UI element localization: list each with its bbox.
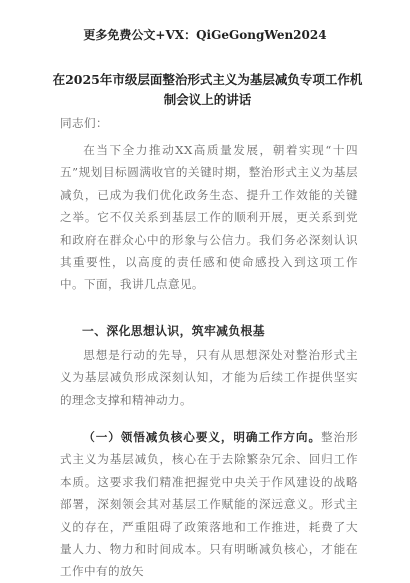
document-title: 在2025年市级层面整治形式主义为基层减负专项工作机制会议上的讲话 bbox=[52, 72, 363, 107]
section-heading: 一、深化思想认识，筑牢减负根基 bbox=[82, 324, 265, 338]
salutation: 同志们： bbox=[60, 116, 108, 130]
paragraph-section-intro: 思想是行动的先导，只有从思想深处对整治形式主义为基层减负形成深刻认知，才能为后续工作提供坚实的理念支撑和精神动力。 bbox=[60, 348, 358, 407]
subsection-body: 整治形式主义为基层减负，核心在于去除繁杂冗余、回归工作本质。这要求我们精准把握党中央关于作风建设的战略部署，深刻领会其对基层工作赋能的深远意义。形式主义的存在，严重阻碍了政策落地和工作推进，耗费了大量人力、物力和时间成本。只有明晰减负核心，才能在工作中有的放矢 bbox=[60, 430, 358, 579]
paragraph-subsection bbox=[60, 426, 358, 583]
watermark-header: 更多免费公文+VX：QiGeGongWen2024 bbox=[83, 28, 327, 42]
paragraph-intro: 在当下全力推动XX高质量发展，朝着实现“十四五”规划目标圆满收官的关键时期，整治形式主义为基层减负，已成为我们优化政务生态、提升工作效能的关键之举。它不仅关系到基层工作的顺利开展，更关系到党和政府在群众心中的形象与公信力。我们务必深刻认识其重要性，以高度的责任感和使命感投入到这项工作中。下面，我讲几点意见。 bbox=[60, 143, 358, 292]
subsection-heading: （一）领悟减负核心要义，明确工作方向。 bbox=[83, 430, 321, 444]
